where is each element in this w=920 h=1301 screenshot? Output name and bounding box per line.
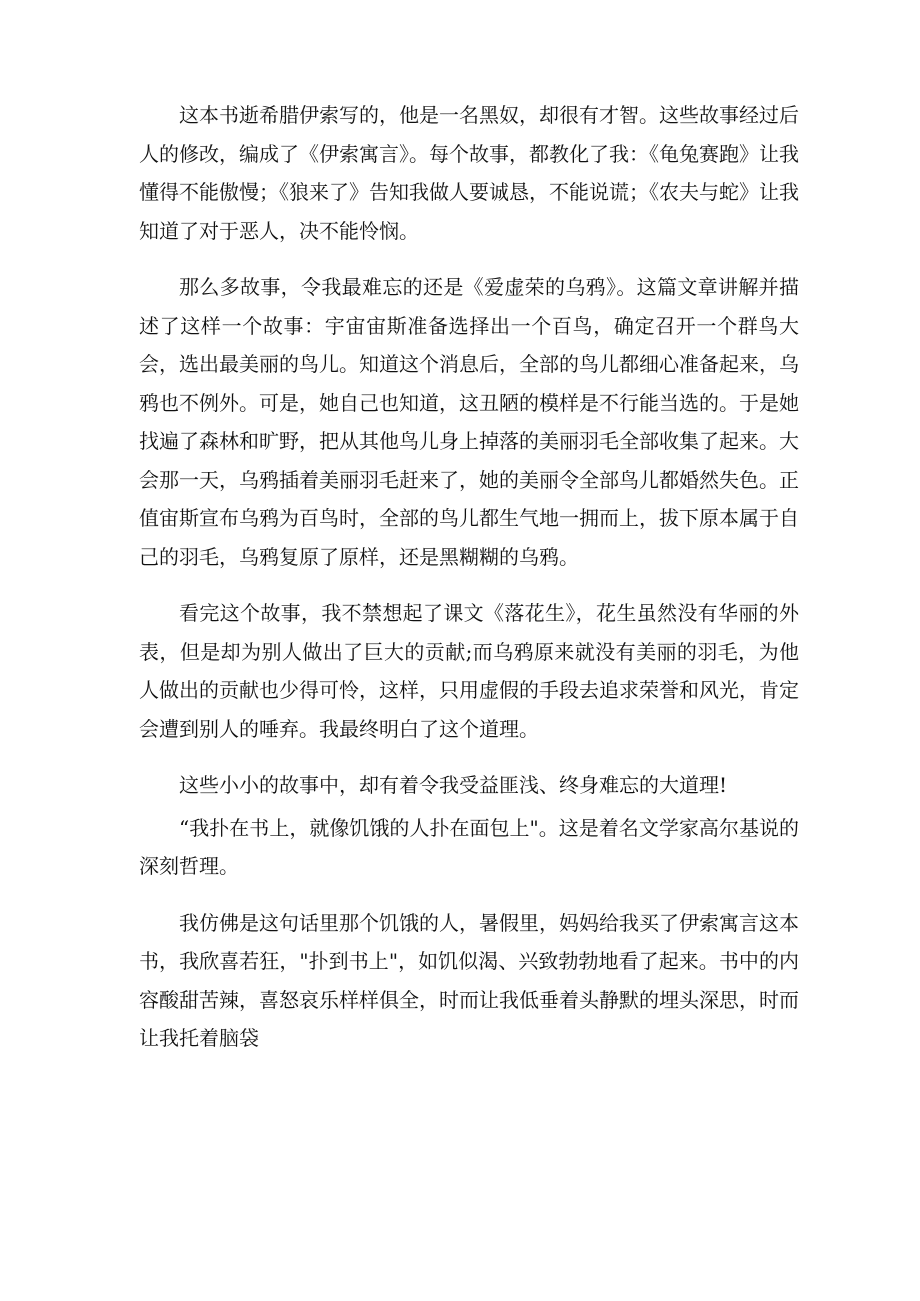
document-body xyxy=(139,96,799,1058)
paragraph-vain-crow-story: 那么多故事，令我最难忘的还是《爱虚荣的乌鸦》。这篇文章讲解并描述了这样一个故事：宇宙宙斯准备选择出一个百鸟，确定召开一个群鸟大会，选出最美丽的鸟儿。知道这个消息后，全部的鸟儿都细心准备起来，乌鸦也不例外。可是，她自己也知道，这丑陋的模样是不行能当选的。于是她找遍了森林和旷野，把从其他鸟儿身上掉落的美丽羽毛全部收集了起来。大会那一天，乌鸦插着美丽羽毛赶来了，她的美丽令全部鸟儿都婚然失色。正值宙斯宣布乌鸦为百鸟时，全部的鸟儿都生气地一拥而上，拔下原本属于自己的羽毛，乌鸦复原了原样，还是黑糊糊的乌鸦。 xyxy=(139,275,799,569)
paragraph-peanut-reflection: 看完这个故事，我不禁想起了课文《落花生》，花生虽然没有华丽的外表，但是却为别人做出了巨大的贡献;而乌鸦原来就没有美丽的羽毛，为他人做出的贡献也少得可怜，这样，只用虚假的手段去追求荣誉和风光，肯定会遭到别人的唾弃。我最终明白了这个道理。 xyxy=(139,601,799,741)
paragraph-gorky-quote: “我扑在书上，就像饥饿的人扑在面包上"。这是着名文学家高尔基说的深刻哲理。 xyxy=(139,815,799,878)
paragraph-summer-reading: 我仿佛是这句话里那个饥饿的人，暑假里，妈妈给我买了伊索寓言这本书，我欣喜若狂，"扑到书上"，如饥似渴、兴致勃勃地看了起来。书中的内容酸甜苦辣，喜怒哀乐样样俱全，时而让我低垂着头静默的埋头深思，时而让我托着脑袋 xyxy=(139,910,799,1050)
paragraph-aesop-intro: 这本书逝希腊伊索写的，他是一名黑奴，却很有才智。这些故事经过后人的修改，编成了《伊索寓言》。每个故事，都教化了我：《龟兔赛跑》让我懂得不能傲慢；《狼来了》告知我做人要诚恳，不能说谎；《农夫与蛇》让我知道了对于恶人，决不能怜悯。 xyxy=(139,103,799,243)
paragraph-lesson-summary: 这些小小的故事中，却有着令我受益匪浅、终身难忘的大道理! xyxy=(179,773,728,797)
